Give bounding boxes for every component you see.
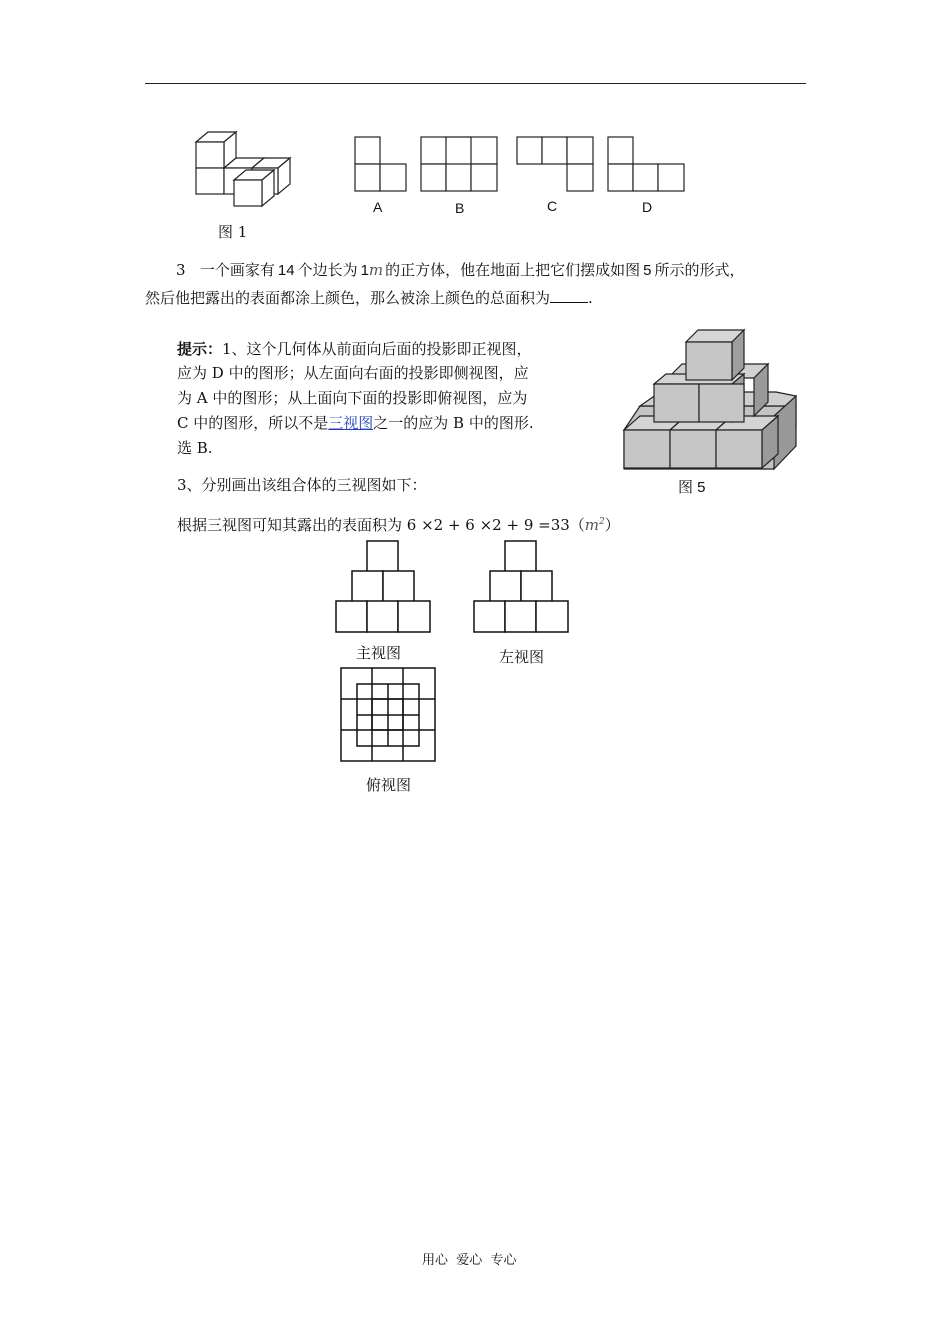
hint-text-4b: 之一的应为 B 中的图形. <box>373 414 534 432</box>
option-a-figure <box>354 136 408 193</box>
unit-m: m <box>368 261 384 279</box>
option-d-label: D <box>642 199 653 215</box>
option-b-figure <box>420 136 500 193</box>
figure-5-caption: 图 5 <box>678 479 706 496</box>
hint-text-4a: C 中的图形，所以不是 <box>177 414 329 432</box>
problem-3-line-2 <box>145 286 593 310</box>
problem-text-c: 的正方体，他在地面上把它们摆成如图 <box>385 261 641 279</box>
problem-period: . <box>588 289 593 307</box>
problem-text-e: 然后他把露出的表面都涂上颜色，那么被涂上颜色的总面积为 <box>145 289 551 307</box>
edge-length: 1 <box>360 262 369 279</box>
header-rule <box>145 83 806 84</box>
option-a-label: A <box>373 199 383 215</box>
problem-text-d: 所示的形式， <box>654 261 745 279</box>
figure-1-caption: 图 1 <box>218 223 248 241</box>
hint-line-4 <box>177 411 534 435</box>
problem-number: 3 <box>176 261 186 279</box>
cube-count: 14 <box>277 262 295 279</box>
solution-text: 根据三视图可知其露出的表面积为 6 ×2 + 6 ×2 + 9 =33（ <box>177 516 585 534</box>
area-unit-exponent: 2 <box>599 517 605 527</box>
hint-line-5: 选 B. <box>177 439 213 457</box>
solution-close: ） <box>604 516 620 534</box>
option-c-figure <box>516 136 596 193</box>
top-view-figure <box>340 667 438 763</box>
area-unit: m <box>584 516 600 534</box>
option-d-figure <box>607 136 687 193</box>
solution-line-1: 3、分别画出该组合体的三视图如下： <box>177 476 427 494</box>
three-views-link[interactable]: 三视图 <box>328 414 374 432</box>
solution-line-2 <box>177 510 620 537</box>
option-b-label: B <box>455 200 465 216</box>
left-view-figure <box>473 540 571 634</box>
hint-line-3: 为 A 中的图形；从上面向下面的投影即俯视图，应为 <box>177 389 528 407</box>
front-view-figure <box>335 540 433 634</box>
hint-line-2: 应为 D 中的图形；从左面向右面的投影即侧视图，应 <box>177 364 529 382</box>
hint-label: 提示： <box>177 340 223 358</box>
top-view-caption: 俯视图 <box>366 776 412 794</box>
hint-text-1: 1、这个几何体从前面向后面的投影即正视图， <box>222 340 532 358</box>
front-view-caption: 主视图 <box>356 644 402 662</box>
problem-3-line-1 <box>176 258 745 283</box>
left-view-caption: 左视图 <box>499 648 545 666</box>
answer-blank <box>550 288 588 303</box>
option-c-label: C <box>547 198 558 214</box>
figure-1-isometric <box>190 128 295 212</box>
figure-5-pyramid <box>620 326 800 471</box>
figure-ref: 5 <box>643 262 652 279</box>
problem-text-a: 一个画家有 <box>199 261 275 279</box>
problem-text-b: 个边长为 <box>297 261 358 279</box>
page-footer: 用心 爱心 专心 <box>422 1253 517 1268</box>
hint-line-1 <box>177 337 532 361</box>
